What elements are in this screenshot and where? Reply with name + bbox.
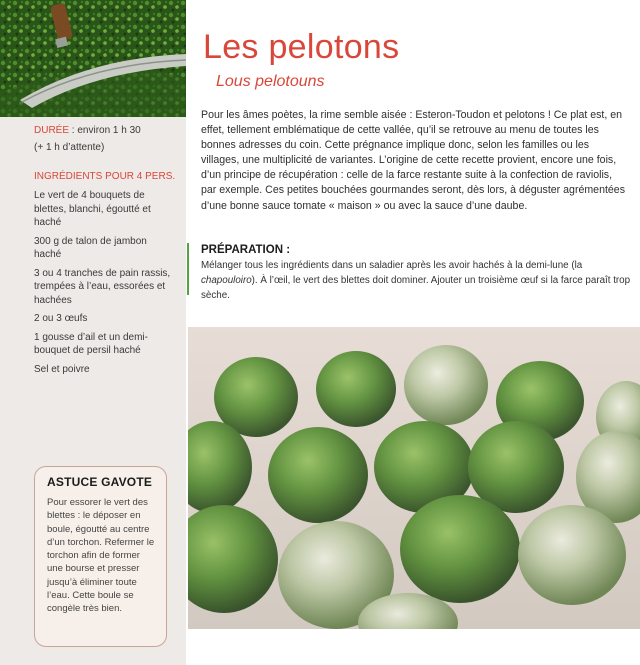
ingredients-sidebar xyxy=(0,0,186,665)
ingredient-item: Le vert de 4 bouquets de blettes, blanchi, égoutté et haché xyxy=(34,190,151,228)
duration-value: : environ 1 h 30 xyxy=(69,125,141,136)
recipe-subtitle: Lous pelotouns xyxy=(216,73,325,90)
ingredient-item: 300 g de talon de jambon haché xyxy=(34,235,147,260)
preparation-heading: PRÉPARATION : xyxy=(201,244,291,256)
preparation-text-start: Mélanger tous les ingrédients dans un saladier après les avoir hachés à la demi-lune (la xyxy=(201,260,583,271)
duration xyxy=(34,124,141,138)
tip-box xyxy=(34,466,167,647)
duration-label: DURÉE xyxy=(34,125,70,136)
duration-extra: (+ 1 h d’attente) xyxy=(34,142,105,153)
preparation-text xyxy=(201,258,631,303)
recipe-title: Les pelotons xyxy=(203,28,400,66)
ingredient-item: 2 ou 3 œufs xyxy=(34,313,88,324)
ingredient-item: 3 ou 4 tranches de pain rassis, trempées à l’eau, essorées et hachées xyxy=(34,267,171,306)
ingredients-list xyxy=(34,189,176,381)
pelotons-photo xyxy=(188,327,640,629)
ingredient-item: 1 gousse d’ail et un demi-bouquet de persil haché xyxy=(34,331,148,356)
intro-paragraph: Pour les âmes poètes, la rime semble aisée : Esteron-Toudon et pelotons ! Ce plat est, en effet, tellement emblématique de cette vallée, qu’il se retrouve au menu de toutes les bonnes adresses du coin. Cette prégnance implique donc, selon les familles ou les villages, une multiplicité de variantes. L’origine de cette recette provient, encore une fois, d’un principe de récupération : celle de la farce restante suite à la confection de raviolis, par exemple. Ces petites bouchées gourmandes seront, dès lors, à déguster agrémentées d’une bonne sauce tomate « maison » ou avec la sauce d’une daube. xyxy=(201,109,625,212)
chopped-herbs-photo xyxy=(0,0,186,117)
ingredient-item: Sel et poivre xyxy=(34,363,90,375)
preparation-text-end: ). À l’œil, le vert des blettes doit dominer. Ajouter un troisième œuf si la farce paraît trop sèche. xyxy=(201,275,631,301)
tip-text: Pour essorer le vert des blettes : le déposer en boule, égoutté au centre d’un torchon. Refermer le torchon afin de former une bourse et presser jusqu’à éliminer toute l’eau. Cette boule se congèle très bien. xyxy=(47,497,155,615)
tip-title: ASTUCE GAVOTE xyxy=(47,475,153,489)
chapouloiro-term: chapouloiro xyxy=(201,275,252,286)
ingredients-heading: INGRÉDIENTS POUR 4 PERS. xyxy=(34,171,176,182)
preparation-accent-bar xyxy=(187,243,189,295)
